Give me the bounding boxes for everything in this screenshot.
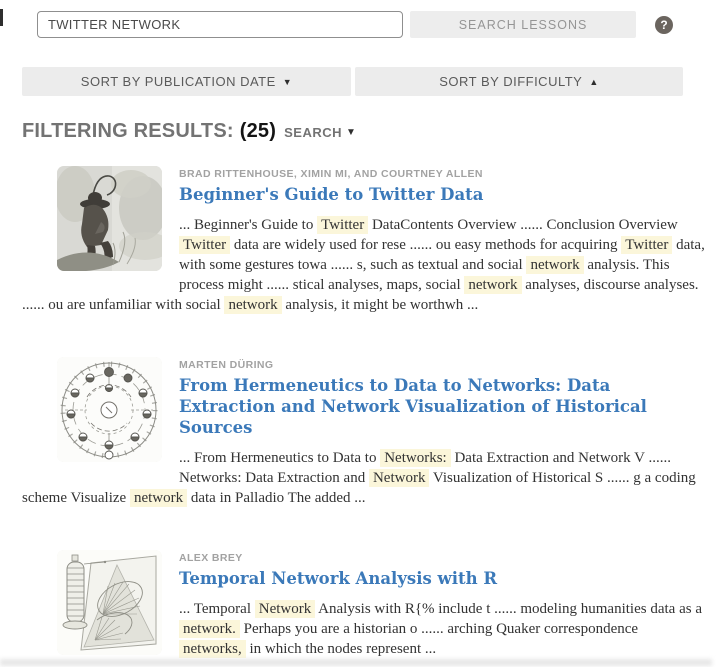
excerpt-highlighted-term: network bbox=[224, 296, 281, 314]
excerpt-text: Analysis with R{% include t ...... modeling humanities data as a bbox=[315, 601, 702, 617]
excerpt-text: Data Extraction and Network V ...... Networks: Data Extraction and bbox=[179, 450, 671, 486]
excerpt-text: data, with some gestures towa ...... s, such as textual and social bbox=[179, 237, 705, 273]
result-title-link[interactable]: Temporal Network Analysis with R bbox=[179, 569, 498, 588]
sort-difficulty-label: SORT BY DIFFICULTY bbox=[439, 74, 583, 89]
scientific-instrument-image bbox=[57, 550, 162, 655]
search-filter-toggle[interactable] bbox=[284, 121, 356, 145]
result-title-link[interactable]: Beginner's Guide to Twitter Data bbox=[179, 185, 484, 204]
excerpt-highlighted-term: Twitter bbox=[621, 236, 672, 254]
results-list bbox=[22, 166, 705, 667]
search-filter-label: SEARCH bbox=[284, 125, 343, 140]
excerpt-highlighted-term: network bbox=[526, 256, 583, 274]
excerpt-highlighted-term: Network bbox=[369, 469, 430, 487]
search-input[interactable] bbox=[37, 11, 403, 38]
excerpt-highlighted-term: network bbox=[130, 489, 187, 507]
search-bar bbox=[22, 0, 705, 38]
excerpt-text: data are widely used for rese ...... ou easy methods for acquiring bbox=[230, 237, 622, 253]
sort-publication-label: SORT BY PUBLICATION DATE bbox=[80, 74, 276, 89]
excerpt-text: analysis. This process might ...... stical analyses, maps, social bbox=[179, 257, 670, 293]
excerpt-text: analyses, discourse analyses. ...... ou are unfamiliar with social bbox=[22, 277, 699, 313]
excerpt-highlighted-term: Twitter bbox=[179, 236, 230, 254]
cutoff-edge-element bbox=[0, 9, 3, 26]
result-title-link[interactable]: From Hermeneutics to Data to Networks: Data Extraction and Network Visualization of Historical Sources bbox=[179, 376, 647, 437]
excerpt-text: Perhaps you are a historian o ...... arching Quaker correspondence bbox=[239, 621, 639, 637]
excerpt-text: data in Palladio The added ... bbox=[187, 490, 366, 506]
sort-by-difficulty-button[interactable] bbox=[355, 67, 683, 96]
search-result bbox=[22, 550, 705, 667]
caret-up-icon: ▲ bbox=[589, 76, 599, 87]
lesson-thumbnail[interactable] bbox=[57, 550, 162, 655]
excerpt-highlighted-term: networks, bbox=[179, 640, 246, 658]
result-authors: ALEX BREY bbox=[179, 552, 243, 564]
search-lessons-button[interactable]: SEARCH LESSONS bbox=[410, 11, 636, 38]
excerpt-highlighted-term: network bbox=[464, 276, 521, 294]
sort-by-publication-date-button[interactable] bbox=[22, 67, 351, 96]
excerpt-text: analysis, it might be worthwh ... bbox=[281, 297, 479, 313]
circular-network-diagram-image bbox=[57, 357, 162, 462]
results-count: (25) bbox=[239, 120, 277, 142]
excerpt-highlighted-term: Networks: bbox=[380, 449, 451, 467]
help-icon[interactable]: ? bbox=[655, 16, 673, 34]
excerpt-text: Visualization of Historical S ...... g a coding scheme Visualize bbox=[22, 470, 696, 506]
excerpt-highlighted-term: Network bbox=[255, 600, 316, 618]
search-result bbox=[22, 357, 705, 508]
filtering-results-label: FILTERING RESULTS: bbox=[22, 120, 234, 142]
result-authors: BRAD RITTENHOUSE, XIMIN MI, AND COURTNEY ALLEN bbox=[179, 168, 483, 180]
filtering-results-heading bbox=[22, 119, 705, 145]
sort-controls bbox=[22, 67, 705, 96]
lesson-thumbnail[interactable] bbox=[57, 357, 162, 462]
excerpt-text: ... Beginner's Guide to bbox=[179, 217, 318, 233]
result-authors: MARTEN DÜRING bbox=[179, 359, 274, 371]
excerpt-text: ... From Hermeneutics to Data to bbox=[179, 450, 381, 466]
excerpt-text: ... Temporal bbox=[179, 601, 255, 617]
fisherman-engraving-image bbox=[57, 166, 162, 271]
caret-down-icon: ▼ bbox=[282, 76, 293, 87]
excerpt-highlighted-term: network. bbox=[179, 620, 240, 638]
excerpt-text: DataContents Overview ...... Conclusion Overview bbox=[368, 217, 678, 233]
excerpt-text: in which the nodes represent ... bbox=[245, 641, 437, 657]
caret-down-icon: ▼ bbox=[346, 127, 357, 138]
next-section-cutoff bbox=[0, 659, 712, 666]
lesson-thumbnail[interactable] bbox=[57, 166, 162, 271]
excerpt-highlighted-term: Twitter bbox=[317, 216, 368, 234]
search-result bbox=[22, 166, 705, 315]
